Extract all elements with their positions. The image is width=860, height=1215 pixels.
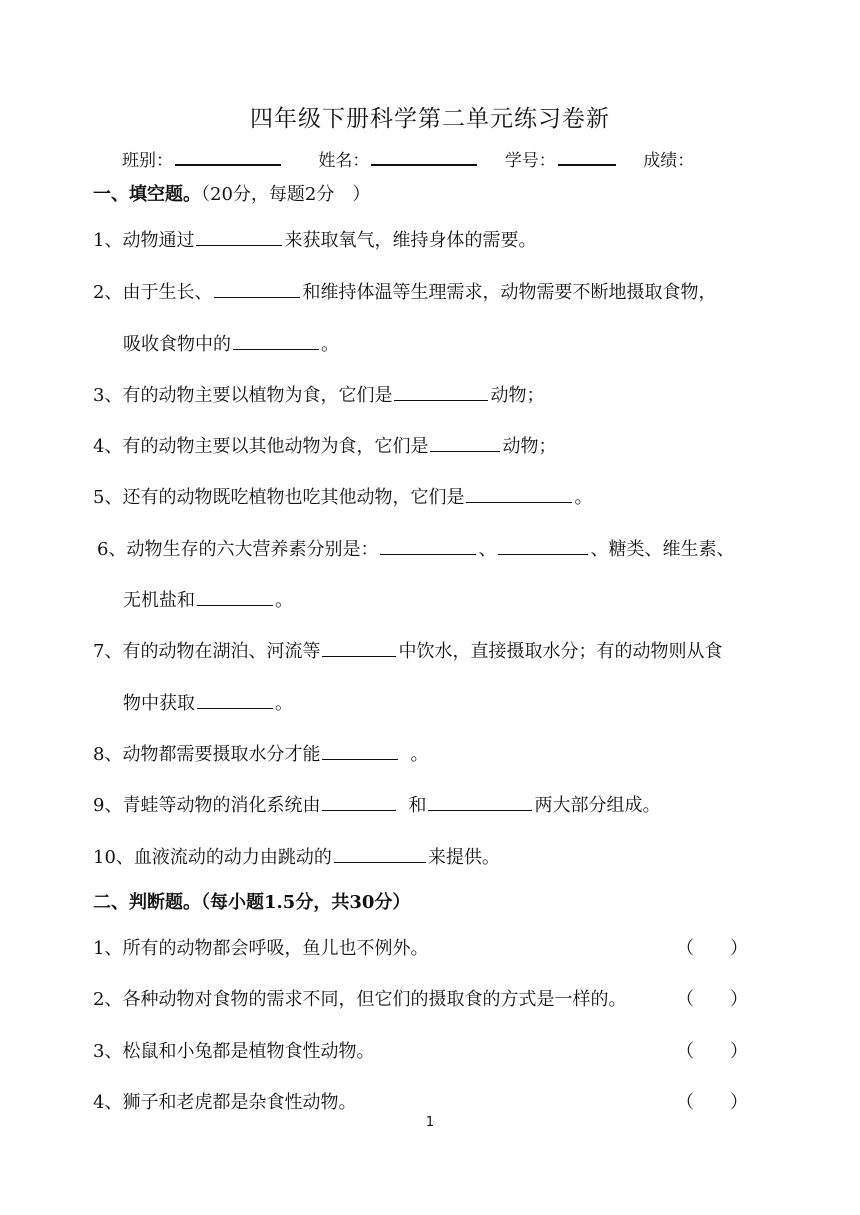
question-4: 4、有的动物主要以其他动物为食，它们是 动物； — [93, 432, 556, 458]
judge-item-1: 1、所有的动物都会呼吸，鱼儿也不例外。 — [93, 938, 429, 959]
id-label: 学号： — [504, 151, 556, 171]
question-2-cont: 吸收食物中的 。 — [123, 330, 339, 356]
question-2: 2、由于生长、 和维持体温等生理需求，动物需要不断地摄取食物， — [93, 278, 716, 304]
question-7: 7、有的动物在湖泊、河流等 中饮水，直接摄取水分；有的动物则从食 — [93, 637, 722, 663]
question-7-cont: 物中获取 。 — [123, 689, 293, 715]
q6-blank-3[interactable] — [197, 587, 273, 606]
class-blank[interactable] — [175, 146, 281, 166]
question-1: 1、动物通过 来获取氧气，维持身体的需要。 — [93, 226, 536, 252]
q6-blank-2[interactable] — [498, 536, 588, 555]
q7-blank-2[interactable] — [197, 690, 273, 709]
question-6-cont: 无机盐和 。 — [123, 586, 293, 612]
q2-blank-1[interactable] — [214, 279, 300, 298]
section1-points: （20分，每题2分 ） — [201, 184, 371, 205]
judge-answer-4[interactable]: （ ） — [676, 1092, 748, 1113]
judge-answer-1[interactable]: （ ） — [676, 938, 748, 959]
q9-blank-2[interactable] — [428, 792, 532, 811]
student-info-row — [122, 146, 694, 171]
id-blank[interactable] — [558, 146, 616, 166]
judge-item-4: 4、狮子和老虎都是杂食性动物。 — [93, 1092, 357, 1113]
question-10: 10、血液流动的动力由跳动的 来提供。 — [93, 843, 500, 869]
q9-blank-1[interactable] — [322, 792, 396, 811]
section1-title: 一、填空题。 — [93, 184, 201, 205]
question-9: 9、青蛙等动物的消化系统由 和 两大部分组成。 — [93, 791, 660, 817]
question-5: 5、还有的动物既吃植物也吃其他动物，它们是 。 — [93, 483, 592, 509]
q6-blank-1[interactable] — [380, 536, 476, 555]
question-6: 6、动物生存的六大营养素分别是： 、 、糖类、维生素、 — [97, 535, 734, 561]
q8-blank[interactable] — [322, 741, 398, 760]
judge-item-3: 3、松鼠和小兔都是植物食性动物。 — [93, 1041, 375, 1062]
q5-blank[interactable] — [466, 484, 572, 503]
q4-blank[interactable] — [430, 433, 500, 452]
question-8: 8、动物都需要摄取水分才能 。 — [93, 740, 428, 766]
q2-blank-2[interactable] — [233, 331, 319, 350]
class-label: 班别： — [122, 151, 173, 171]
q3-blank[interactable] — [394, 382, 488, 401]
page-title: 四年级下册科学第二单元练习卷新 — [250, 106, 610, 132]
name-blank[interactable] — [371, 146, 477, 166]
judge-item-2: 2、各种动物对食物的需求不同，但它们的摄取食的方式是一样的。 — [93, 989, 627, 1010]
q10-blank[interactable] — [334, 844, 426, 863]
judge-answer-3[interactable]: （ ） — [676, 1041, 748, 1062]
question-3: 3、有的动物主要以植物为食，它们是 动物； — [93, 381, 544, 407]
page-number: 1 — [425, 1115, 435, 1130]
judge-answer-2[interactable]: （ ） — [676, 989, 748, 1010]
name-label: 姓名： — [318, 151, 370, 171]
section1-heading — [93, 180, 370, 206]
q1-blank[interactable] — [196, 227, 282, 246]
score-label: 成绩： — [643, 151, 695, 171]
section2-heading: 二、判断题。（每小题1.5分，共30分） — [93, 892, 411, 913]
q7-blank-1[interactable] — [322, 638, 396, 657]
